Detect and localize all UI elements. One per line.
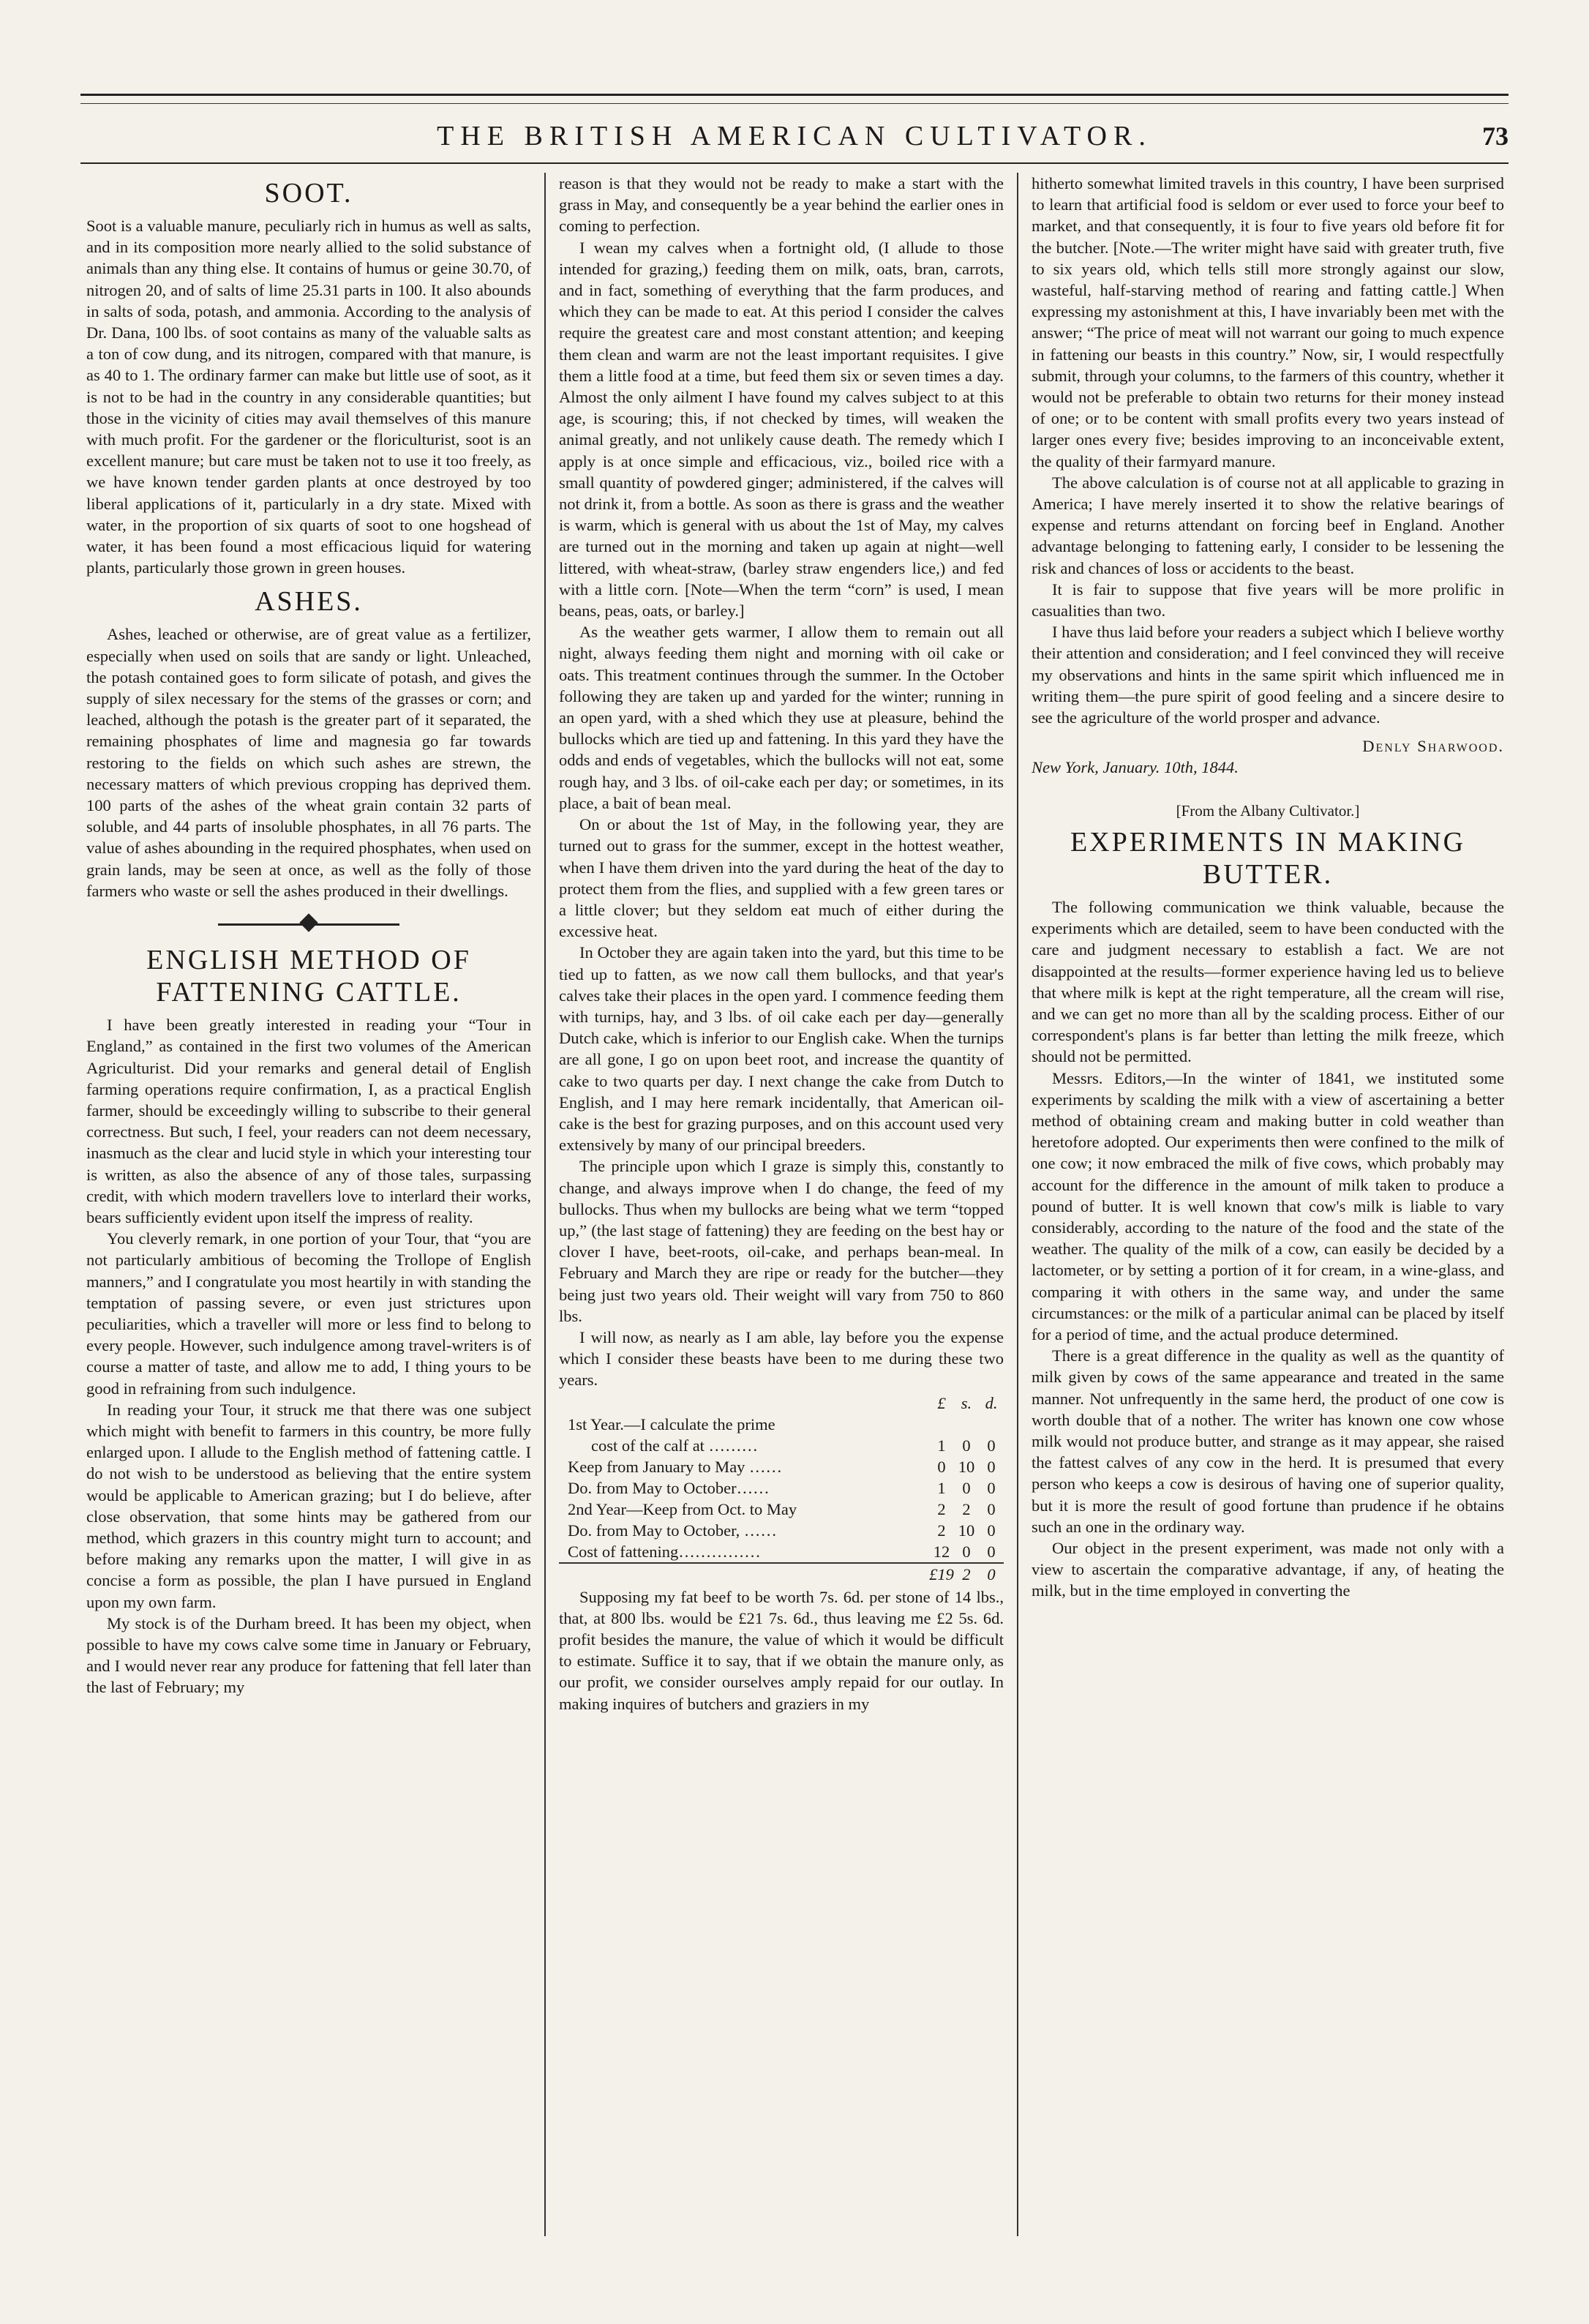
- expense-desc: Do. from May to October……: [568, 1478, 770, 1497]
- expense-desc-header: [559, 1392, 929, 1414]
- article-title-butter: EXPERIMENTS IN MAKING BUTTER.: [1070, 826, 1466, 890]
- english-paragraph: The above calculation is of course not at all applicable to grazing in America; I have merely inserted it to show the relative bearings of expense and returns attendant on forcing beef in England. Another advantage belonging to fattening early, I consider to be lessening the risk and chances of loss or accidents to the beast.: [1032, 473, 1504, 577]
- article-title-english-method: ENGLISH METHOD OF FATTENING CATTLE.: [146, 945, 471, 1008]
- english-paragraph: You cleverly remark, in one portion of your Tour, that “you are not particularly ambitious of becoming the Trollope of English manners,” and I congratulate you most heartily in with standing the temptation of passing severe, or even just strictures upon peculiarities, which a traveller will more or less find to belong to every people. However, such indulgence among travel-writers is of course a matter of taste, and allow me to add, I thing yours to be good in refraining from such indulgence.: [86, 1229, 531, 1398]
- shillings-cell: 0: [962, 1478, 971, 1497]
- pence-cell: 0: [987, 1478, 996, 1497]
- english-paragraph: My stock is of the Durham breed. It has been my object, when possible to have my cows calve some time in January or February, and I would never rear any produce for fattening that fell later than the last of February; my: [86, 1613, 531, 1697]
- section-ornament: [86, 915, 531, 934]
- table-row: [559, 1435, 1004, 1456]
- english-paragraph: I have been greatly interested in reading your “Tour in England,” as contained in the first two volumes of the American Agriculturist. Did your remarks and general detail of English farming operations require confirmation, I, as a practical English farmer, should be exceedingly willing to subscribe to their general correctness. But such, I feel, your readers can not deem necessary, inasmuch as the clear and lucid style in which your interesting tour is written, as also the absence of any of those tales, surpassing credit, with which modern travellers love to interlard their works, bears sufficiently evident upon itself the impress of reality.: [86, 1016, 531, 1226]
- expense-desc: 1st Year.—I calculate the prime: [568, 1414, 775, 1433]
- pence-cell: 0: [987, 1436, 996, 1455]
- page-number: 73: [1482, 121, 1509, 151]
- english-paragraph: As the weather gets warmer, I allow them to remain out all night, always feeding them night and morning with oil cake or oats. This treatment continues through the summer. In the October following they are taken up and yarded for the winter; running in an open yard, with a shed which they use at pleasure, behind the bullocks which are tied up and fattening. In this yard they have the odds and ends of vegetables, which the bullocks will not eat, some rough hay, and 3 lbs. of oil-cake each per day; or sometimes, in its place, a bait of bean meal.: [559, 623, 1004, 812]
- column-divider: [1017, 173, 1018, 2236]
- pounds-header: £: [937, 1393, 946, 1412]
- pence-cell: 0: [987, 1521, 996, 1540]
- article-title-ashes: ASHES.: [255, 586, 363, 618]
- table-row: [559, 1541, 1004, 1563]
- expense-table: [559, 1392, 1004, 1585]
- english-paragraph: In October they are again taken into the yard, but this time to be tied up to fatten, as we now call them bullocks, and that year's calves take their places in the open yard. I commence feeding them with turnips, hay, and 3 lbs. of oil cake each per day—generally Dutch cake, which is inferior to our English cake. When the turnips are all gone, I go on upon beet root, and increase the quantity of cake to two quarts per day. I next change the cake from Dutch to English, and I may here remark incidentally, that American oil-cake is the best for grazing purposes, and on this account used very extensively by many of our principal breeders.: [559, 943, 1004, 1155]
- english-paragraph: In reading your Tour, it struck me that there was one subject which might with benefit to farmers in this country, be more fully enlarged upon. I allude to the English method of fattening cattle. I do not wish to be understood as believing that the entire system would be applicable to American grazing; but I do believe, after close observation, that some hints may be gathered from our method, which grazers in this country might turn to account; and before making any remarks upon the matter, I will give in as concise a form as possible, the plan I have pursued in England upon my own farm.: [86, 1400, 531, 1611]
- header-rule: [80, 162, 1509, 164]
- column-divider: [544, 173, 546, 2236]
- soot-paragraph: Soot is a valuable manure, peculiarly rich in humus as well as salts, and in its composition more nearly allied to the solid substance of animals than any thing else. It contains of humus or geine 30.70, of nitrogen 20, and of salts of lime 25.31 parts in 100. It also abounds in salts of soda, potash, and ammonia. According to the analysis of Dr. Dana, 100 lbs. of soot contains as many of the valuable salts as a ton of cow dung, and its nitrogen, compared with that manure, is as 40 to 1. The ordinary farmer can make but little use of soot, as it is not to be had in the country in any considerable quantities; but those in the vicinity of cities may avail themselves of this manure with much profit. For the gardener or the floriculturist, soot is an excellent manure; but care must be taken not to use it too freely, as we have known tender garden plants at once destroyed by too liberal applications of it, particularly in a dry state. Mixed with water, in the proportion of six quarts of soot to one hogshead of water, it has been found a most efficacious liquid for watering plants, particularly those grown in green houses.: [86, 217, 531, 577]
- running-title: THE BRITISH AMERICAN CULTIVATOR.: [437, 121, 1152, 151]
- column-1: [86, 173, 531, 2244]
- butter-paragraph: The following communication we think valuable, because the experiments which are detailed, seem to have been conducted with the care and judgment necessary to establish a fact. We are not disappointed at the results—former experience having led us to believe that where milk is kept at the right temperature, all the cream will rise, and we can get no more than all by the scalding process. Either of our correspondent's plans is far better than letting the milk freeze, which should not be permitted.: [1032, 897, 1504, 1066]
- english-paragraph: Supposing my fat beef to be worth 7s. 6d. per stone of 14 lbs., that, at 800 lbs. would be £21 7s. 6d., thus leaving me £2 5s. 6d. profit besides the manure, the value of which it would be difficult to estimate. Suffice it to say, that if we obtain the manure only, as our profit, we consider ourselves amply repaid for our outlay. In making inquires of butchers and graziers in my: [559, 1587, 1004, 1713]
- author-signature: Denly Sharwood.: [1362, 737, 1504, 756]
- ashes-paragraph: Ashes, leached or otherwise, are of great value as a fertilizer, especially when used on soils that are sandy or light. Unleached, the potash contained goes to form silicate of potash, and gives the supply of silex necessary for the stems of the grasses or corn; and leached, although the potash is the greater part of it separated, the remaining phosphates of lime and magnesia go far towards restoring to the fields on which such ashes are strewn, the necessary matters of which previous cropping has deprived them. 100 parts of the ashes of the wheat grain contain 32 parts of soluble, and 44 parts of insoluble phosphates, in all 76 parts. The value of ashes abounding in the required phosphates, when used on grain lands, may be seen at once, as well as the folly of those farmers who waste or sell the ashes produced in their dwellings.: [86, 625, 531, 900]
- expense-desc: Cost of fattening……………: [568, 1542, 761, 1561]
- top-rule: [80, 94, 1509, 104]
- pounds-cell: 1: [937, 1478, 946, 1497]
- pounds-cell: 0: [937, 1457, 946, 1476]
- english-paragraph: The principle upon which I graze is simply this, constantly to change, and always improve when I do change, the feed of my bullocks. Thus when my bullocks are being what we term “topped up,” (the last stage of fattening) they are feeding on the best hay or clover I have, beet-roots, oil-cake, and perhaps bean-meal. In February and March they are ripe or ready for the butcher—they being just two years old. Their weight will vary from 750 to 860 lbs.: [559, 1157, 1004, 1325]
- expense-desc: cost of the calf at ………: [591, 1436, 759, 1455]
- expense-table-header: [559, 1392, 1004, 1414]
- dateline-wrapper: [1032, 757, 1504, 778]
- pence-cell: [979, 1414, 1004, 1435]
- english-paragraph: I will now, as nearly as I am able, lay before you the expense which I consider these beasts have been to me during these two years.: [559, 1327, 1004, 1390]
- expense-desc: Keep from January to May ……: [568, 1457, 783, 1476]
- english-paragraph: I wean my calves when a fortnight old, (I allude to those intended for grazing,) feeding them on milk, oats, bran, carrots, and in fact, something of everything that the farm produces, and which they can be made to eat. At this period I consider the calves require the greatest care and most constant attention; and keeping them clean and warm are not the least important requisites. I give them a little food at a time, but feed them six or seven times a day. Almost the only ailment I have found my calves subject to at this age, is scouring; this, if not checked by times, will weaken the animal greatly, and not unlikely cause death. The remedy which I apply is at once simple and efficacious, viz., boiled rice with a small quantity of powdered ginger; administered, if the calves will not drink it, from a bottle. As soon as there is grass and the weather is warm, which is general with us about the 1st of May, my calves are turned out in the morning and taken up again at night—well littered, with wheat-straw, (barley straw engenders lice,) and fed with a little corn. [Note—When the term “corn” is used, I mean beans, peas, oats, or barley.]: [559, 238, 1004, 621]
- column-3: [1032, 173, 1504, 2244]
- pounds-cell: 12: [933, 1542, 950, 1561]
- pounds-cell: 1: [937, 1436, 946, 1455]
- shillings-cell: 10: [958, 1457, 975, 1476]
- total-shillings: 2: [954, 1563, 979, 1585]
- column-2: [559, 173, 1004, 2244]
- shillings-cell: [954, 1414, 979, 1435]
- table-row: [559, 1520, 1004, 1541]
- total-desc: [559, 1563, 929, 1585]
- expense-desc: 2nd Year—Keep from Oct. to May: [568, 1499, 797, 1518]
- table-row: [559, 1414, 1004, 1435]
- expense-desc: Do. from May to October, ……: [568, 1521, 777, 1540]
- pounds-cell: 2: [937, 1521, 946, 1540]
- english-paragraph: I have thus laid before your readers a subject which I believe worthy their attention and consideration; and I feel convinced they will receive my observations and hints in the same spirit which influenced me in writing them—the pure spirit of good feeling and a sincere desire to see the agriculture of the world prosper and advance.: [1032, 623, 1504, 727]
- butter-paragraph: There is a great difference in the quality as well as the quantity of milk given by cows of the same appearance and treated in the same manner. Not unfrequently in the same herd, the product of one cow is worth double that of a nother. The writer has known one cow whose milk would not produce butter, and strange as it may appear, she raised the fattest calves of any cow in the herd. It is presumed that every person who keeps a cow is desirous of having one of superior quality, but it is more the result of good fortune than prudence if he obtains such an one in the ordinary way.: [1032, 1346, 1504, 1536]
- pounds-cell: 2: [937, 1499, 946, 1518]
- butter-paragraph: Messrs. Editors,—In the winter of 1841, we instituted some experiments by scalding the milk with a view of ascertaining a better method of obtaining cream and making butter in cold weather than heretofore adopted. Our experiments then were confined to the milk of one cow; it now embraced the milk of five cows, which probably may account for the difference in the amount of milk taken to produce a pound of butter. It is well known that cow's milk is liable to vary considerably, according to the nature of the food and the state of the weather. The quality of the milk of a cow, can easily be decided by a lactometer, or by setting a portion of it for cream, in a wine-glass, and comparing it with others in the same way, and under the same circumstances: or the milk of a particular animal can be placed by itself for a period of time, and the actual produce determined.: [1032, 1068, 1504, 1343]
- pence-cell: 0: [987, 1542, 996, 1561]
- page-header: [80, 116, 1509, 157]
- shillings-cell: 10: [958, 1521, 975, 1540]
- total-pence: 0: [979, 1563, 1004, 1585]
- shillings-cell: 0: [962, 1542, 971, 1561]
- shillings-cell: 2: [962, 1499, 971, 1518]
- pounds-cell: [929, 1414, 954, 1435]
- source-note: [From the Albany Cultivator.]: [1176, 801, 1360, 820]
- shillings-cell: 0: [962, 1436, 971, 1455]
- pence-cell: 0: [987, 1499, 996, 1518]
- article-title-soot: SOOT.: [264, 178, 353, 209]
- pence-cell: 0: [987, 1457, 996, 1476]
- total-pounds: £19: [929, 1563, 954, 1585]
- pence-header: d.: [985, 1393, 998, 1412]
- table-row: [559, 1456, 1004, 1477]
- dateline: New York, January. 10th, 1844.: [1032, 758, 1239, 777]
- shillings-header: s.: [961, 1393, 972, 1412]
- diamond-icon: [299, 913, 318, 932]
- table-row: [559, 1499, 1004, 1520]
- table-row: [559, 1477, 1004, 1499]
- english-paragraph: It is fair to suppose that five years will be more prolific in casualities than two.: [1032, 580, 1504, 621]
- english-paragraph: reason is that they would not be ready to make a start with the grass in May, and consequently be a year behind the earlier ones in coming to perfection.: [559, 174, 1004, 236]
- expense-total-row: [559, 1563, 1004, 1585]
- english-paragraph: On or about the 1st of May, in the following year, they are turned out to grass for the summer, except in the hottest weather, when I have them driven into the yard during the heat of the day to protect them from the flies, and supplied with a few green tares or a little clover; but they seldom eat much of either during the excessive heat.: [559, 815, 1004, 941]
- butter-paragraph: Our object in the present experiment, was made not only with a view to ascertain the comparative advantage, if any, of heating the milk, but in the time employed in converting the: [1032, 1538, 1504, 1600]
- english-paragraph: hitherto somewhat limited travels in this country, I have been surprised to learn that artificial food is seldom or ever used to force your beef to market, and that consequently, it is four to five years old before fit for the butcher. [Note.—The writer might have said with greater truth, five to six years old, which tells still more strongly against our slow, wasteful, half-starving method of rearing and fatting cattle.] When expressing my astonishment at this, I have invariably been met with the answer; “The price of meat will not warrant our going to much expence in fattening our beasts in this country.” Now, sir, I would respectfully submit, through your columns, to the farmers of this country, whether it would not be preferable to obtain two returns for their money instead of one; or to be content with small profits every two years instead of larger ones every five; besides improving to an inconceivable extent, the quality of their farmyard manure.: [1032, 174, 1504, 471]
